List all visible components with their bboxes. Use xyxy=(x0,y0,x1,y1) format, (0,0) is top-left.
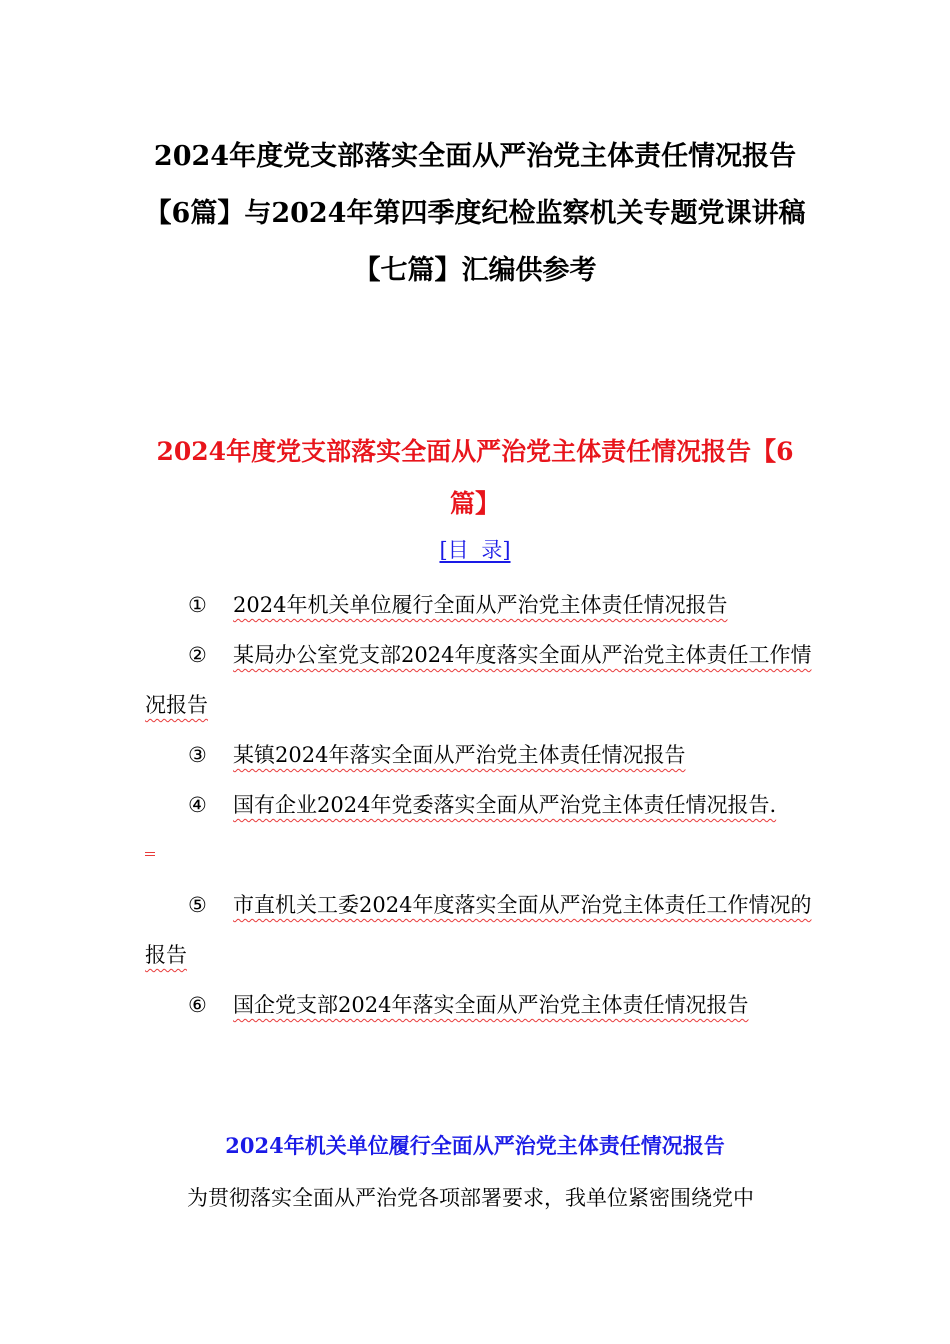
toc-item-4[interactable] xyxy=(145,780,815,830)
toc-item-2[interactable] xyxy=(145,630,815,730)
toc-item-number: ⑥ xyxy=(188,993,207,1017)
toc-heading-link[interactable]: [目 录] xyxy=(439,538,511,562)
toc-item-text: 2024年机关单位履行全面从严治党主体责任情况报告 xyxy=(233,593,728,617)
toc-item-text: 某镇2024年落实全面从严治党主体责任情况报告 xyxy=(233,743,686,767)
body-paragraph: 为贯彻落实全面从严治党各项部署要求，我单位紧密围绕党中 xyxy=(187,1186,754,1210)
toc-item-number: ④ xyxy=(188,793,207,817)
section-title: 2024年度党支部落实全面从严治党主体责任情况报告【6篇】 xyxy=(156,437,794,518)
main-title: 2024年度党支部落实全面从严治党主体责任情况报告【6篇】与2024年第四季度纪检监察机关专题党课讲稿【七篇】汇编供参考 xyxy=(144,141,806,286)
toc-item-5[interactable] xyxy=(145,880,815,980)
toc-item-text: 国企党支部2024年落实全面从严治党主体责任情况报告 xyxy=(233,993,749,1017)
toc-item-number: ② xyxy=(188,643,207,667)
toc-item-text: 某局办公室党支部2024年度落实全面从严治党主体责任工作情况报告 xyxy=(145,643,812,717)
toc-item-6[interactable] xyxy=(145,980,815,1030)
toc-item-number: ① xyxy=(188,593,207,617)
toc-item-text: 国有企业2024年党委落实全面从严治党主体责任情况报告. xyxy=(233,793,777,817)
toc-item-1[interactable] xyxy=(145,580,815,630)
toc-item-text: 市直机关工委2024年度落实全面从严治党主体责任工作情况的报告 xyxy=(145,893,812,967)
table-of-contents xyxy=(145,580,815,1030)
toc-item-number: ③ xyxy=(188,743,207,767)
subsection-title: 2024年机关单位履行全面从严治党主体责任情况报告 xyxy=(225,1133,725,1158)
toc-item-3[interactable] xyxy=(145,730,815,780)
toc-item-number: ⑤ xyxy=(188,893,207,917)
underline-mark xyxy=(145,852,155,856)
